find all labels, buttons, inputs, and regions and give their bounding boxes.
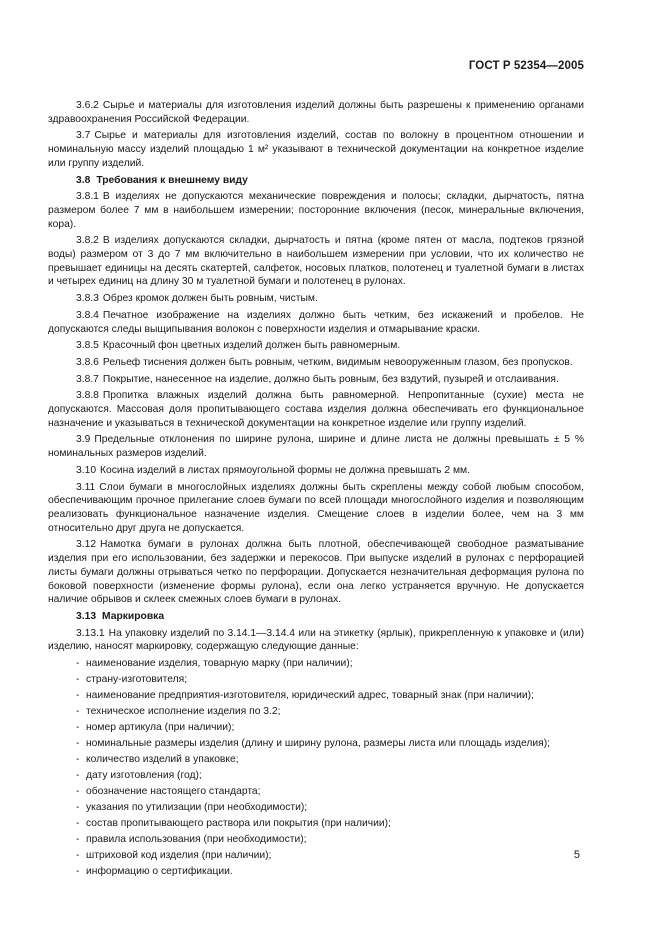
clause-paragraph xyxy=(48,481,584,536)
clause-text: В изделиях не допускаются механические повреждения и полосы; складки, дырчатость, пятна размером более 7 мм в наибольшем измерении; посторонние включения (песок, минеральные включения, кора). xyxy=(48,191,584,230)
clause-text: Красочный фон цветных изделий должен быть равномерным. xyxy=(102,340,401,352)
clause-paragraph xyxy=(48,389,584,430)
marking-data-list xyxy=(48,657,584,879)
list-item xyxy=(48,673,584,687)
list-item xyxy=(48,833,584,847)
clause-text: На упаковку изделий по 3.14.1—3.14.4 или на этикетку (ярлык), прикрепленную к упаковке и (или) изделию, наносят маркировку, содержащую следующие данные: xyxy=(48,627,584,653)
list-marker: - xyxy=(76,786,80,798)
clause-paragraph xyxy=(48,234,584,289)
list-item xyxy=(48,785,584,799)
clause-number: 3.8 xyxy=(76,174,91,186)
list-marker: - xyxy=(76,818,80,830)
clause-paragraph xyxy=(48,538,584,607)
list-marker: - xyxy=(76,770,80,782)
list-marker: - xyxy=(76,754,80,766)
list-item xyxy=(48,817,584,831)
list-marker: - xyxy=(76,658,80,670)
list-item-text: техническое исполнение изделия по 3.2; xyxy=(86,706,281,718)
list-item-text: страну-изготовителя; xyxy=(86,674,188,686)
list-marker: - xyxy=(76,706,80,718)
list-item xyxy=(48,737,584,751)
list-item xyxy=(48,689,584,703)
clause-number: 3.8.4 xyxy=(76,309,99,321)
clause-text: Сырье и материалы для изготовления изделий должны быть разрешены к применению органами здравоохранения Российской Федерации. xyxy=(48,100,584,125)
list-marker: - xyxy=(76,722,80,734)
list-marker: - xyxy=(76,834,80,846)
list-marker: - xyxy=(76,738,80,750)
clause-number: 3.8.5 xyxy=(76,340,99,352)
clause-paragraph xyxy=(48,627,584,654)
clause-number: 3.8.6 xyxy=(76,356,99,368)
list-marker: - xyxy=(76,802,80,814)
clause-paragraph xyxy=(48,190,584,231)
clause-text: Печатное изображение на изделиях должно быть четким, без искажений и пробелов. Не допускаются следы выщипывания волокон с поверхности изделия и отмарывание краски. xyxy=(48,309,584,335)
list-item xyxy=(48,753,584,767)
clause-number: 3.8.2 xyxy=(76,235,99,247)
list-item xyxy=(48,865,584,879)
clause-number: 3.8.1 xyxy=(76,191,99,203)
clause-number: 3.13.1 xyxy=(76,627,105,639)
clause-paragraph xyxy=(48,356,584,370)
list-item-text: информацию о сертификации. xyxy=(86,866,233,878)
list-item-text: обозначение настоящего стандарта; xyxy=(86,786,261,798)
page-number: 5 xyxy=(573,849,580,861)
clause-paragraph xyxy=(48,373,584,387)
list-item-text: штриховой код изделия (при наличии); xyxy=(86,850,272,862)
clause-paragraph xyxy=(48,464,584,478)
list-item-text: количество изделий в упаковке; xyxy=(86,754,239,766)
section-heading xyxy=(48,174,584,188)
clause-number: 3.11 xyxy=(76,481,96,493)
standard-designation: ГОСТ Р 52354—2005 xyxy=(468,60,584,72)
clause-paragraph xyxy=(48,309,584,336)
list-marker: - xyxy=(76,850,80,862)
clause-text: В изделиях допускаются складки, дырчатость и пятна (кроме пятен от масла, подтеков грязной воды) размером от 3 до 7 мм включительно в наибольшем измерении при условии, что их количество не превышает единицы на десять скатертей, салфеток, носовых платков, полотенец и туалетной бумаги в листах и четырех единиц на длину 30 м туалетной бумаги и полотенец в рулонах. xyxy=(48,235,584,288)
clause-number: 3.7 xyxy=(76,130,91,142)
clause-number: 3.8.3 xyxy=(76,293,99,305)
clause-text: Рельеф тиснения должен быть ровным, четким, видимым невооруженным глазом, без пропусков. xyxy=(102,356,573,368)
list-item xyxy=(48,657,584,671)
clause-paragraph xyxy=(48,129,584,170)
clause-text: Обрез кромок должен быть ровным, чистым. xyxy=(102,293,318,305)
list-marker: - xyxy=(76,866,80,878)
clause-text: Слои бумаги в многослойных изделиях должны быть скреплены между собой любым способом, обеспечивающим прочное прилегание слоев бумаги по всей площади многослойного изделия и позволяющим реализовать функциональное назначение изделия. Смещение слоев в изделии более, чем на 3 мм относительно друг друга не допускается. xyxy=(48,481,584,534)
list-item xyxy=(48,801,584,815)
clause-number: 3.8.7 xyxy=(76,373,99,385)
clause-text: Намотка бумаги в рулонах должна быть плотной, обеспечивающей свободное разматывание изделия при его использовании, без задержки и перекосов. При выпуске изделий в рулонах с перфорацией листы бумаги должны отрываться четко по перфорации. Допускается незначительная деформация рулона по боковой поверхности (изменение формы рулона), если она легко устраняется вручную. Не допускается наличие обрывов и склеек смежных слоев бумаги в рулонах. xyxy=(48,539,584,606)
clause-text: Покрытие, нанесенное на изделие, должно быть ровным, без вздутий, пузырей и отслаивания. xyxy=(102,373,559,385)
clause-text: Пропитка влажных изделий должна быть равномерной. Непропитанные (сухие) места не допускаются. Массовая доля пропитывающего состава изделия должна обеспечивать его функциональное назначение и указываться в технической документации на конкретное изделие или группу изделий. xyxy=(48,390,584,429)
list-item-text: правила использования (при необходимости); xyxy=(86,834,307,846)
clause-number: 3.13 xyxy=(76,610,97,622)
paragraph-list xyxy=(48,99,584,654)
list-item xyxy=(48,769,584,783)
list-item xyxy=(48,721,584,735)
clause-number: 3.8.8 xyxy=(76,390,99,402)
document-body xyxy=(48,99,584,881)
section-heading xyxy=(48,610,584,624)
clause-paragraph xyxy=(48,339,584,353)
section-title: Требования к внешнему виду xyxy=(96,174,248,186)
list-item xyxy=(48,705,584,719)
list-marker: - xyxy=(76,674,80,686)
list-item-text: наименование предприятия-изготовителя, юридический адрес, товарный знак (при наличии); xyxy=(86,690,534,702)
list-item-text: дату изготовления (год); xyxy=(86,770,202,782)
clause-number: 3.12 xyxy=(76,539,97,551)
list-item-text: номер артикула (при наличии); xyxy=(86,722,235,734)
clause-paragraph xyxy=(48,292,584,306)
clause-number: 3.9 xyxy=(76,434,91,446)
clause-paragraph xyxy=(48,433,584,460)
section-title: Маркировка xyxy=(102,610,165,622)
clause-text: Сырье и материалы для изготовления изделий, состав по волокну в процентном отношении и номинальную массу изделий площадью 1 м² указывают в технической документации на конкретное изделие или группу изделий. xyxy=(48,130,584,169)
list-item-text: наименование изделия, товарную марку (при наличии); xyxy=(86,658,353,670)
clause-paragraph xyxy=(48,99,584,126)
clause-text: Предельные отклонения по ширине рулона, ширине и длине листа не должны превышать ± 5 % номинальных размеров изделий. xyxy=(48,434,584,460)
list-marker: - xyxy=(76,690,80,702)
clause-number: 3.6.2 xyxy=(76,100,99,111)
clause-text: Косина изделий в листах прямоугольной формы не должна превышать 2 мм. xyxy=(100,464,470,476)
list-item-text: номинальные размеры изделия (длину и ширину рулона, размеры листа или площадь изделия); xyxy=(86,738,551,750)
list-item-text: указания по утилизации (при необходимости); xyxy=(86,802,308,814)
list-item xyxy=(48,849,584,863)
list-item-text: состав пропитывающего раствора или покрытия (при наличии); xyxy=(86,818,391,830)
clause-number: 3.10 xyxy=(76,464,97,476)
